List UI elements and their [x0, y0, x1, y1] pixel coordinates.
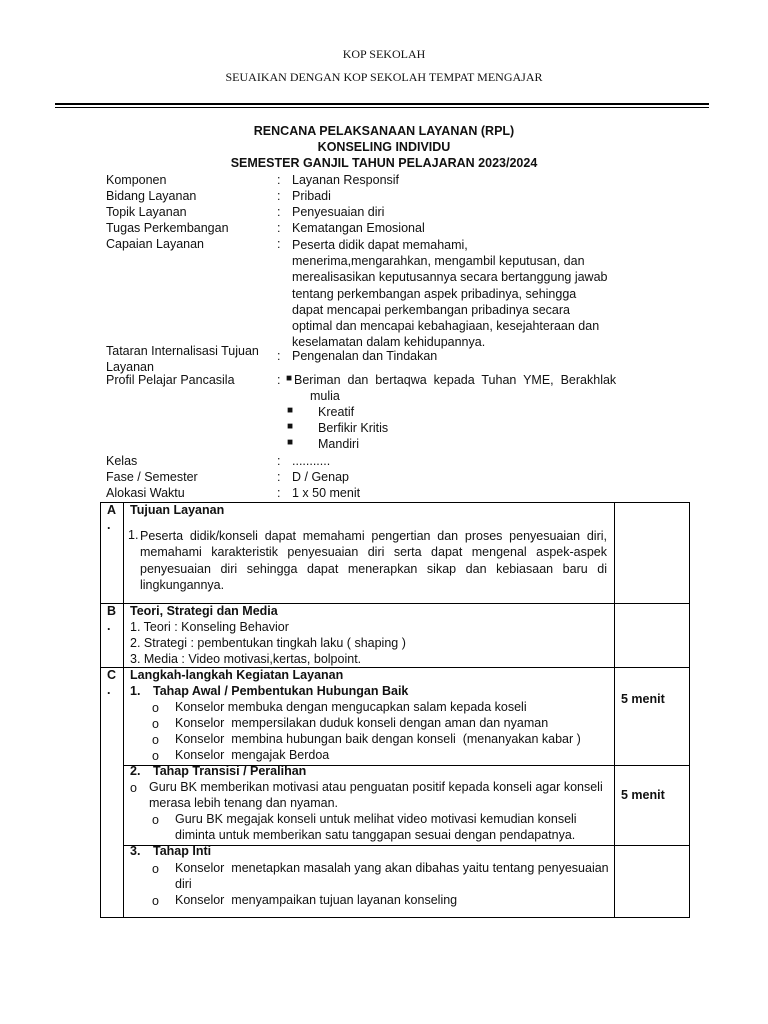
bidang-label: Bidang Layanan: [106, 189, 197, 203]
section-b-letter: B: [107, 604, 117, 618]
profil-item-3: Berfikir Kritis: [318, 421, 389, 435]
step-3-title: Tahap Inti: [153, 844, 212, 858]
alokasi-value: 1 x 50 menit: [292, 486, 361, 500]
profil-item-2: Kreatif: [318, 405, 355, 419]
square-bullet-icon: ■: [287, 421, 294, 432]
section-a-dot: .: [107, 518, 111, 532]
circle-bullet-icon: o: [152, 862, 159, 876]
section-b-dot: .: [107, 619, 111, 633]
step-1-number: 1.: [130, 684, 141, 698]
circle-bullet-icon: o: [152, 813, 159, 827]
topik-label: Topik Layanan: [106, 205, 187, 219]
topik-value: Penyesuaian diri: [292, 205, 385, 219]
circle-bullet-icon: o: [130, 781, 137, 795]
section-b-heading: Teori, Strategi dan Media: [130, 604, 278, 618]
step-1-item-4: Konselor mengajak Berdoa: [175, 748, 330, 762]
step-2-title: Tahap Transisi / Peralihan: [153, 764, 307, 778]
section-a-item-number: 1.: [128, 528, 139, 542]
tataran-label-cont: Layanan: [106, 360, 154, 374]
section-b-item-3: 3. Media : Video motivasi,kertas, bolpoint.: [130, 652, 362, 666]
section-c-dot: .: [107, 683, 111, 697]
section-b-item-2: 2. Strategi : pembentukan tingkah laku ( shaping ): [130, 636, 406, 650]
section-c-letter: C: [107, 668, 117, 682]
section-a-heading: Tujuan Layanan: [130, 503, 225, 517]
circle-bullet-icon: o: [152, 701, 159, 715]
section-a-letter: A: [107, 503, 117, 517]
step-2-number: 2.: [130, 764, 141, 778]
step-2-item-1-cont: merasa lebih tenang dan nyaman.: [149, 796, 339, 810]
circle-bullet-icon: o: [152, 749, 159, 763]
tataran-value: Pengenalan dan Tindakan: [292, 349, 438, 363]
document-semester: SEMESTER GANJIL TAHUN PELAJARAN 2023/2024: [230, 156, 538, 170]
step-2-time: 5 menit: [621, 788, 665, 802]
tugas-value: Kematangan Emosional: [292, 221, 425, 235]
colon: :: [277, 237, 281, 251]
circle-bullet-icon: o: [152, 894, 159, 908]
step-2-item-2: Guru BK megajak konseli untuk melihat video motivasi kemudian konseli: [175, 812, 577, 826]
profil-item-4: Mandiri: [318, 437, 359, 451]
profil-item-1-cont: mulia: [310, 389, 340, 403]
kop-rule-thick: [55, 103, 709, 105]
step-2-item-2-cont: diminta untuk memberikan satu tanggapan sesuai dengan pendapatnya.: [175, 828, 576, 842]
table-column-divider: [123, 502, 124, 918]
circle-bullet-icon: o: [152, 733, 159, 747]
step-3-item-2: Konselor menyampaikan tujuan layanan konseling: [175, 893, 458, 907]
fase-label: Fase / Semester: [106, 470, 198, 484]
colon: :: [277, 486, 281, 500]
alokasi-label: Alokasi Waktu: [106, 486, 185, 500]
komponen-label: Komponen: [106, 173, 167, 187]
section-a-text: Peserta didik/konseli dapat memahami pengertian dan proses penyesuaian diri, memahami karakteristik penyesuaian diri serta dapat mengenal aspek-aspek penyesuaian diri sehingga dapat menerapkan sikap dan kebiasaan baru di lingkungannya.: [140, 529, 607, 592]
komponen-value: Layanan Responsif: [292, 173, 400, 187]
square-bullet-icon: ■: [287, 405, 294, 416]
colon: :: [277, 173, 281, 187]
step-3-item-1-cont: diri: [175, 877, 192, 891]
colon: :: [277, 373, 281, 387]
square-bullet-icon: ■: [286, 373, 293, 384]
colon: :: [277, 221, 281, 235]
section-c-heading: Langkah-langkah Kegiatan Layanan: [130, 668, 344, 682]
profil-item-1: Beriman dan bertaqwa kepada Tuhan YME, Berakhlak: [294, 373, 617, 387]
tataran-label: Tataran Internalisasi Tujuan: [106, 344, 259, 358]
colon: :: [277, 349, 281, 363]
profil-label: Profil Pelajar Pancasila: [106, 373, 235, 387]
section-b-item-1: 1. Teori : Konseling Behavior: [130, 620, 289, 634]
colon: :: [277, 470, 281, 484]
capaian-label: Capaian Layanan: [106, 237, 204, 251]
colon: :: [277, 205, 281, 219]
step-3-number: 3.: [130, 844, 141, 858]
kop-rule-thin: [55, 107, 709, 108]
colon: :: [277, 454, 281, 468]
step-1-title: Tahap Awal / Pembentukan Hubungan Baik: [153, 684, 409, 698]
bidang-value: Pribadi: [292, 189, 331, 203]
step-2-item-1: Guru BK memberikan motivasi atau penguatan positif kepada konseli agar konseli: [149, 780, 603, 794]
colon: :: [277, 189, 281, 203]
step-1-item-2: Konselor mempersilakan duduk konseli dengan aman dan nyaman: [175, 716, 549, 730]
kop-subtitle: SEUAIKAN DENGAN KOP SEKOLAH TEMPAT MENGAJAR: [225, 70, 543, 84]
step-1-time: 5 menit: [621, 692, 665, 706]
square-bullet-icon: ■: [287, 437, 294, 448]
step-1-item-3: Konselor membina hubungan baik dengan konseli (menanyakan kabar ): [175, 732, 581, 746]
capaian-value: Peserta didik dapat memahami, menerima,mengarahkan, mengambil keputusan, dan merealisasikan keputusannya secara bertanggung jawab tentang perkembangan aspek pribadinya, sehingga dapat mencapai perkembangan pribadinya secara optimal dan mencapai kebahagiaan, kesejahteraan dan keselamatan dalam kehidupannya.: [292, 238, 608, 350]
step-3-item-1: Konselor menetapkan masalah yang akan dibahas yaitu tentang penyesuaian: [175, 861, 609, 875]
kop-title: KOP SEKOLAH: [342, 47, 426, 61]
table-column-divider: [614, 502, 615, 918]
tugas-label: Tugas Perkembangan: [106, 221, 229, 235]
step-1-item-1: Konselor membuka dengan mengucapkan salam kepada koseli: [175, 700, 527, 714]
kelas-value: ...........: [292, 454, 331, 468]
circle-bullet-icon: o: [152, 717, 159, 731]
fase-value: D / Genap: [292, 470, 349, 484]
document-title: RENCANA PELAKSANAAN LAYANAN (RPL): [253, 124, 515, 138]
document-subtitle: KONSELING INDIVIDU: [317, 140, 451, 154]
kelas-label: Kelas: [106, 454, 138, 468]
